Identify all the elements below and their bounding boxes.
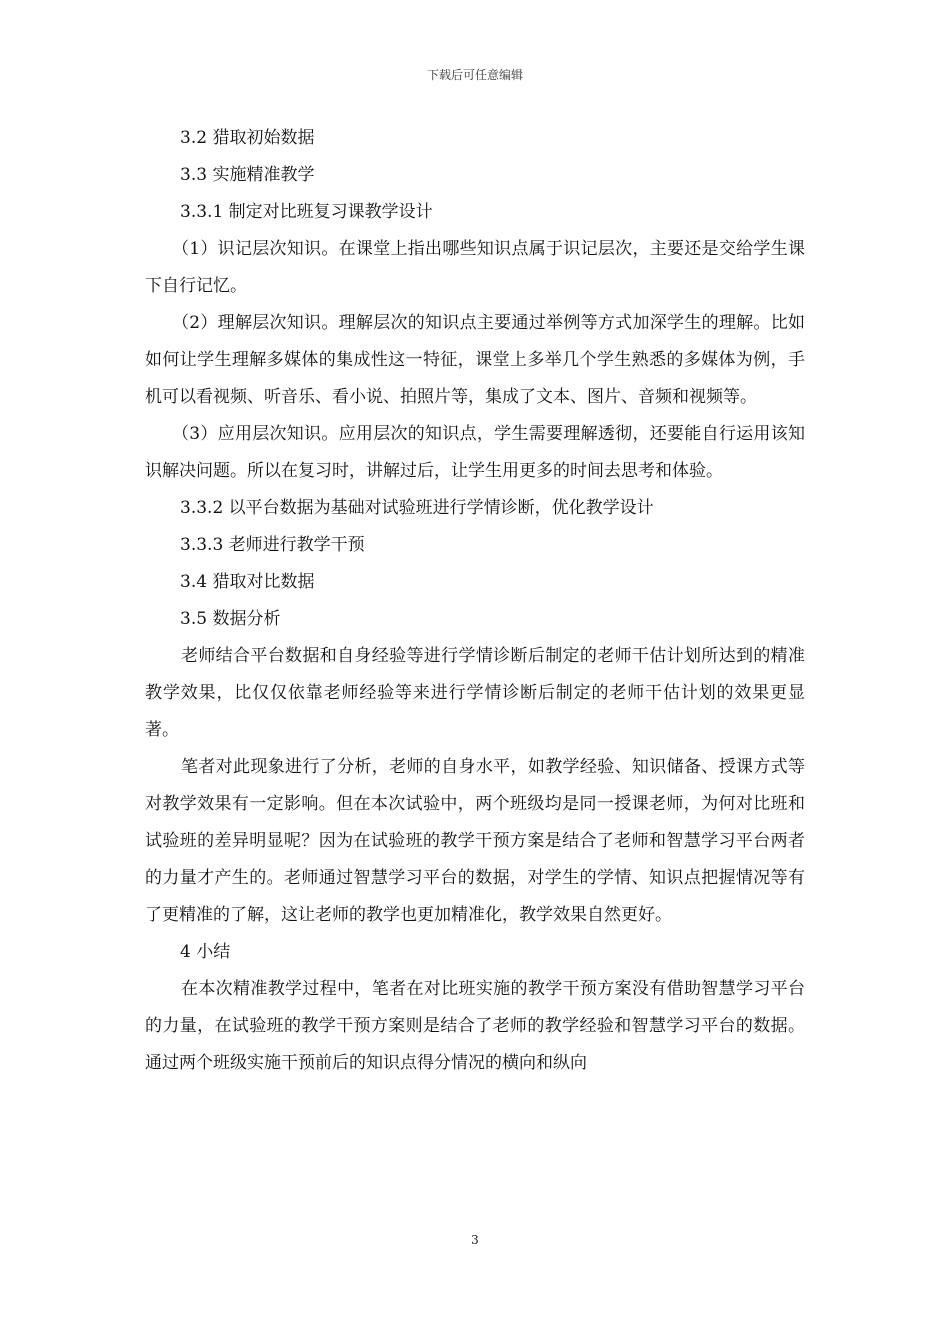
paragraph-summary: 在本次精准教学过程中，笔者在对比班实施的教学干预方案没有借助智慧学习平台的力量，在试验班的教学干预方案则是结合了老师的教学经验和智慧学习平台的数据。通过两个班级实施干预前后的知识点得分情况的横向和纵向 [145,979,805,1073]
section-heading-4: 4 小结 [180,942,231,962]
section-heading-3-3: 3.3 实施精准教学 [180,165,315,185]
section-heading-3-4: 3.4 猎取对比数据 [180,572,315,592]
section-heading-3-5: 3.5 数据分析 [180,609,281,629]
section-heading-3-3-1: 3.3.1 制定对比班复习课教学设计 [180,202,433,222]
section-heading-3-3-2: 3.3.2 以平台数据为基础对试验班进行学情诊断，优化教学设计 [180,498,654,518]
paragraph-understanding-level: （2）理解层次知识。理解层次的知识点主要通过举例等方式加深学生的理解。比如如何让学生理解多媒体的集成性这一特征，课堂上多举几个学生熟悉的多媒体为例，手机可以看视频、听音乐、看小说、拍照片等，集成了文本、图片、音频和视频等。 [145,313,805,407]
section-heading-3-3-3: 3.3.3 老师进行教学干预 [180,535,365,555]
page-number: 3 [471,1233,479,1247]
section-heading-3-2: 3.2 猎取初始数据 [180,128,315,148]
paragraph-application-level: （3）应用层次知识。应用层次的知识点，学生需要理解透彻，还要能自行运用该知识解决问题。所以在复习时，讲解过后，让学生用更多的时间去思考和体验。 [145,424,805,481]
page-header: 下载后可任意编辑 [426,68,523,82]
paragraph-analysis-discussion: 笔者对此现象进行了分析，老师的自身水平，如教学经验、知识储备、授课方式等对教学效果有一定影响。但在本次试验中，两个班级均是同一授课老师，为何对比班和试验班的差异明显呢？因为在试验班的教学干预方案是结合了老师和智慧学习平台两者的力量才产生的。老师通过智慧学习平台的数据，对学生的学情、知识点把握情况等有了更精准的了解，这让老师的教学也更加精准化，教学效果自然更好。 [145,757,805,925]
document-body [145,120,805,1082]
paragraph-recall-level: （1）识记层次知识。在课堂上指出哪些知识点属于识记层次，主要还是交给学生课下自行记忆。 [145,239,805,296]
paragraph-data-analysis: 老师结合平台数据和自身经验等进行学情诊断后制定的老师干估计划所达到的精准教学效果，比仅仅依靠老师经验等来进行学情诊断后制定的老师干估计划的效果更显著。 [145,646,805,740]
